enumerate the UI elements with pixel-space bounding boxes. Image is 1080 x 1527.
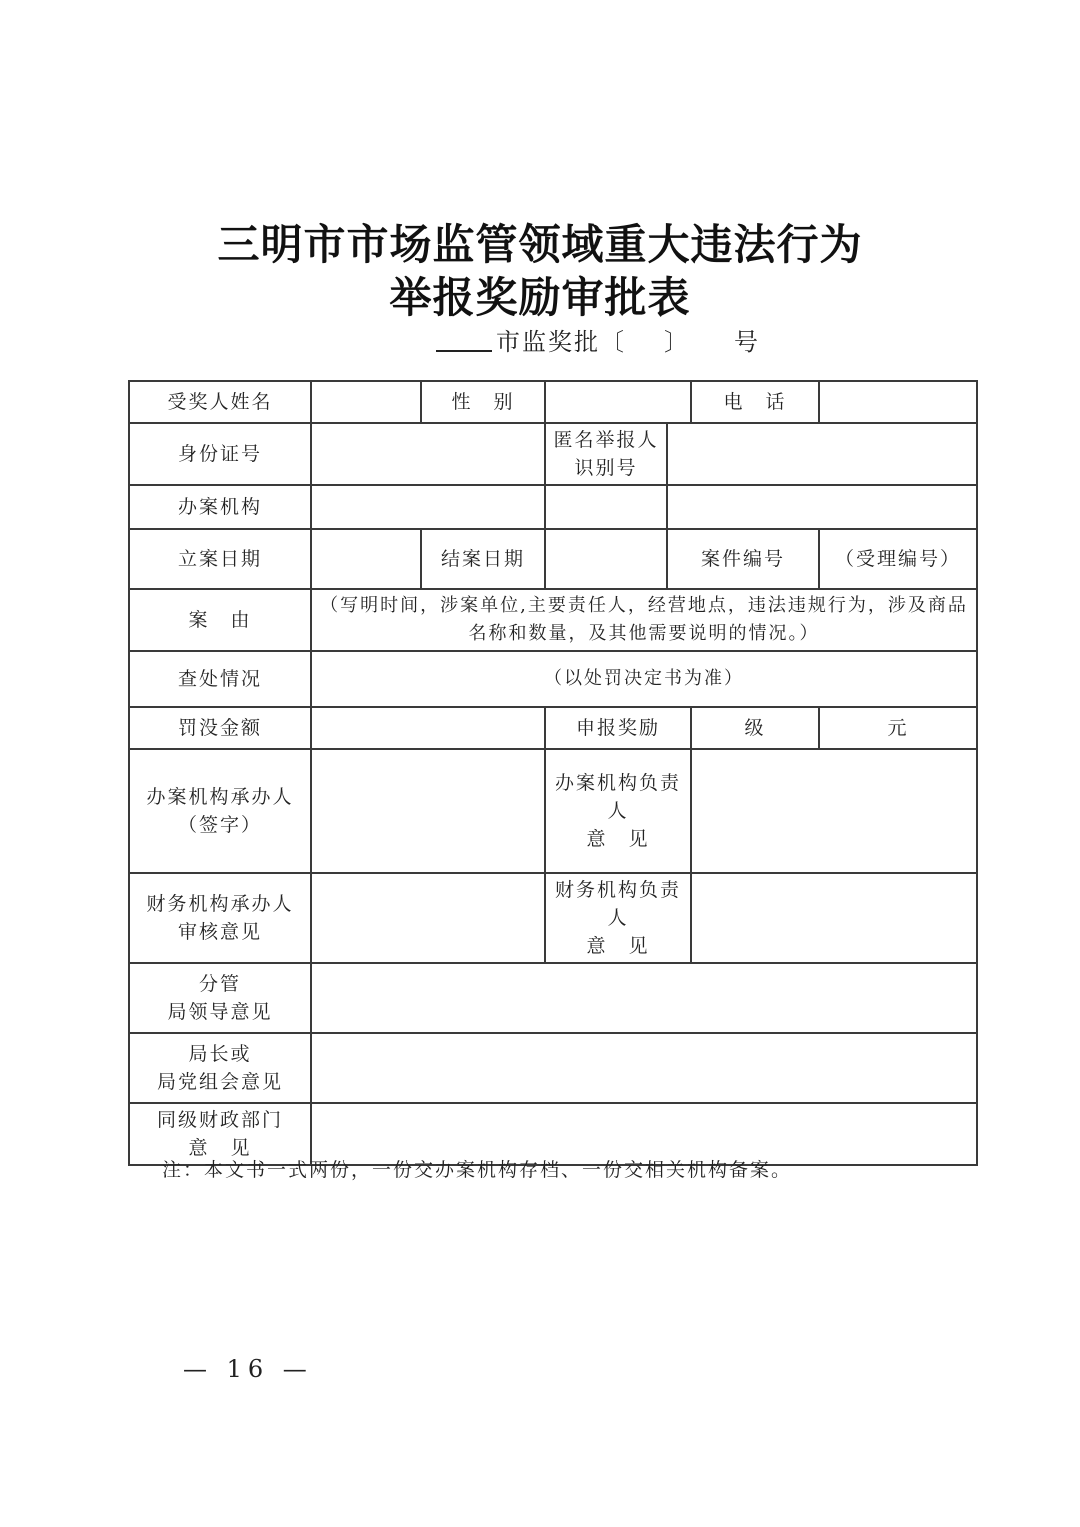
field-handling-agency-a[interactable]: [311, 485, 545, 529]
hint-handling-status[interactable]: （以处罚决定书为准）: [311, 651, 977, 707]
doc-number-bracket-open: 〔: [600, 328, 626, 356]
row-id: [129, 423, 977, 485]
row-agency-opinion: [129, 749, 977, 873]
label-filing-date: 立案日期: [129, 529, 311, 589]
row-agency: [129, 485, 977, 529]
label-finance-handler-line2: 审核意见: [177, 921, 262, 943]
field-closing-date[interactable]: [545, 529, 667, 589]
row-penalty: [129, 707, 977, 749]
label-closing-date: 结案日期: [421, 529, 545, 589]
field-finance-head[interactable]: [691, 873, 977, 963]
label-director-line2: 局党组会意见: [156, 1071, 283, 1093]
label-deputy-line1: 分管: [198, 973, 241, 995]
label-agency-handler: [129, 749, 311, 873]
label-deputy-line2: 局领导意见: [167, 1001, 273, 1023]
field-handling-agency-b[interactable]: [545, 485, 667, 529]
approval-form-table: [128, 380, 978, 1166]
field-finance-handler[interactable]: [311, 873, 545, 963]
label-agency-handler-line2: （签字）: [177, 814, 262, 836]
field-handling-agency-c[interactable]: [667, 485, 977, 529]
label-agency-head-line1: 办案机构负责人: [554, 772, 681, 822]
label-gender: 性 别: [421, 381, 545, 423]
label-director: [129, 1033, 311, 1103]
label-finance-head-line1: 财务机构负责人: [554, 879, 681, 929]
field-anon-id[interactable]: [667, 423, 977, 485]
label-anon-id-line2: 识别号: [574, 457, 638, 479]
field-recipient-name[interactable]: [311, 381, 421, 423]
doc-number-blank[interactable]: [436, 350, 492, 352]
field-filing-date[interactable]: [311, 529, 421, 589]
document-number: [436, 322, 760, 357]
row-director-opinion: [129, 1033, 977, 1103]
title-line-1: 三明市市场监管领域重大违法行为: [217, 220, 863, 269]
row-handling-status: [129, 651, 977, 707]
field-reward-level[interactable]: 级: [691, 707, 819, 749]
row-finance-opinion: [129, 873, 977, 963]
row-recipient: [129, 381, 977, 423]
label-finance-dept-line1: 同级财政部门: [156, 1109, 283, 1131]
label-finance-handler-line1: 财务机构承办人: [146, 893, 294, 915]
label-anon-id-line1: 匿名举报人: [553, 429, 659, 451]
field-agency-head[interactable]: [691, 749, 977, 873]
page-number: — 16 —: [183, 1355, 313, 1383]
label-agency-handler-line1: 办案机构承办人: [146, 786, 294, 808]
footnote: 注：本文书一式两份，一份交办案机构存档、一份交相关机构备案。: [162, 1159, 793, 1181]
doc-number-bracket-close: 〕: [664, 328, 690, 356]
doc-number-suffix: 号: [734, 328, 760, 356]
label-finance-head: [545, 873, 691, 963]
label-phone: 电 话: [691, 381, 819, 423]
field-penalty-amount[interactable]: [311, 707, 545, 749]
label-agency-head: [545, 749, 691, 873]
row-case-cause: [129, 589, 977, 651]
field-reward-yuan[interactable]: 元: [819, 707, 977, 749]
label-handling-agency: 办案机构: [129, 485, 311, 529]
label-case-number: 案件编号: [667, 529, 819, 589]
row-deputy-opinion: [129, 963, 977, 1033]
label-agency-head-line2: 意 见: [586, 828, 650, 850]
label-handling-status: 查处情况: [129, 651, 311, 707]
field-phone[interactable]: [819, 381, 977, 423]
label-finance-head-line2: 意 见: [586, 935, 650, 957]
field-id-number[interactable]: [311, 423, 545, 485]
label-reward-applied: 申报奖励: [545, 707, 691, 749]
field-gender[interactable]: [545, 381, 691, 423]
label-anon-id: [545, 423, 667, 485]
label-penalty-amount: 罚没金额: [129, 707, 311, 749]
doc-number-text: 市监奖批: [496, 328, 600, 356]
hint-case-number[interactable]: （受理编号）: [819, 529, 977, 589]
label-case-cause: 案 由: [129, 589, 311, 651]
label-deputy: [129, 963, 311, 1033]
label-director-line1: 局长或: [188, 1043, 252, 1065]
row-dates: [129, 529, 977, 589]
label-recipient-name: 受奖人姓名: [129, 381, 311, 423]
field-agency-handler[interactable]: [311, 749, 545, 873]
hint-case-cause[interactable]: （写明时间，涉案单位,主要责任人，经营地点，违法违规行为，涉及商品名称和数量，及其他需要说明的情况。）: [311, 589, 977, 651]
label-finance-dept-line2: 意 见: [188, 1137, 252, 1159]
title-line-2: 举报奖励审批表: [389, 273, 691, 322]
field-deputy-opinion[interactable]: [311, 963, 977, 1033]
label-id-number: 身份证号: [129, 423, 311, 485]
field-director-opinion[interactable]: [311, 1033, 977, 1103]
label-finance-handler: [129, 873, 311, 963]
